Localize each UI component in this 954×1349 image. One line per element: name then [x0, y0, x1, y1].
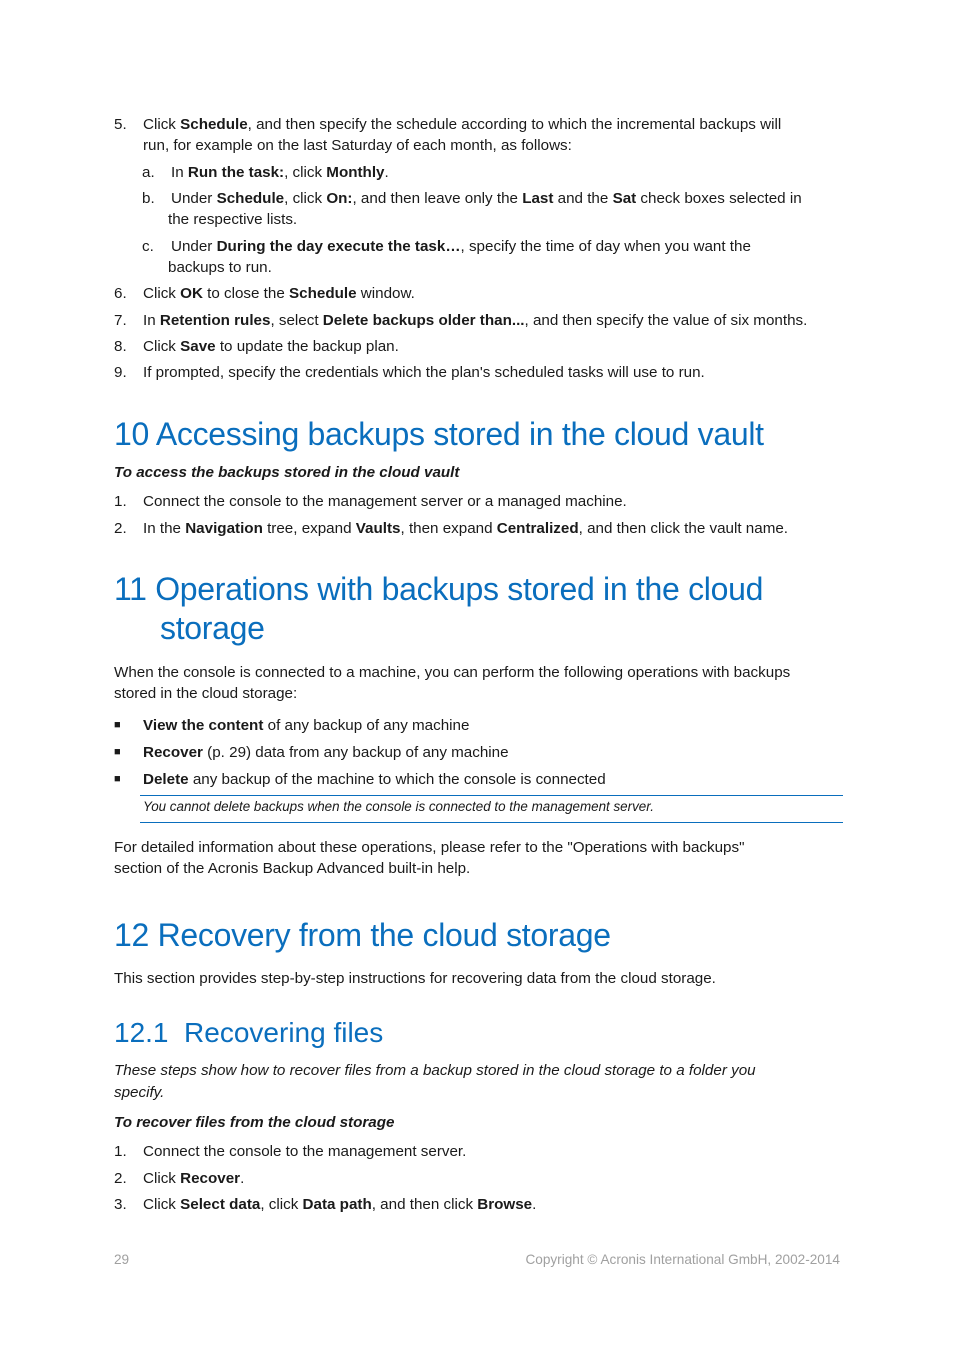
- step-text: Connect the console to the management server or a managed machine.: [143, 493, 627, 510]
- step-text: Click Recover.: [143, 1170, 245, 1187]
- step-text: Click Save to update the backup plan.: [143, 338, 399, 355]
- procedure-title: To access the backups stored in the cloud vault: [114, 464, 460, 481]
- note-box: [140, 795, 843, 823]
- step-text: Connect the console to the management server.: [143, 1143, 467, 1160]
- step-number: 1.: [114, 493, 127, 510]
- step-text: Click OK to close the Schedule window.: [143, 285, 415, 302]
- square-bullet-icon: ■: [114, 746, 121, 758]
- s12-1-intro-cont: specify.: [114, 1084, 165, 1101]
- step-number: 5.: [114, 116, 127, 133]
- step-number: 9.: [114, 364, 127, 381]
- procedure-title: To recover files from the cloud storage: [114, 1114, 395, 1131]
- step-number: 2.: [114, 1170, 127, 1187]
- section-12-1-heading: 12.1 Recovering files: [114, 1017, 384, 1048]
- note-text: You cannot delete backups when the console is connected to the management server.: [143, 799, 654, 814]
- step-text: In Retention rules, select Delete backups older than..., and then specify the value of six months.: [143, 312, 808, 329]
- s11-outro-cont: section of the Acronis Backup Advanced built-in help.: [114, 860, 471, 877]
- s12-intro: This section provides step-by-step instructions for recovering data from the cloud storage.: [114, 970, 716, 987]
- page-number: 29: [114, 1252, 130, 1267]
- step-text: Click Schedule, and then specify the schedule according to which the incremental backups will: [143, 116, 782, 133]
- step-number: 7.: [114, 312, 127, 329]
- substep-text: In Run the task:, click Monthly.: [171, 164, 389, 181]
- s11-intro: When the console is connected to a machine, you can perform the following operations with backups: [114, 664, 791, 681]
- s11-intro-cont: stored in the cloud storage:: [114, 685, 298, 702]
- square-bullet-icon: ■: [114, 719, 121, 731]
- section-11-heading: 11 Operations with backups stored in the cloud: [114, 571, 764, 607]
- step-number: 2.: [114, 520, 127, 537]
- substep-letter: a.: [142, 164, 155, 181]
- s11-outro: For detailed information about these operations, please refer to the "Operations with backups": [114, 839, 745, 856]
- s12-1-intro: These steps show how to recover files from a backup stored in the cloud storage to a folder you: [114, 1062, 756, 1079]
- copyright-text: Copyright © Acronis International GmbH, 2002-2014: [525, 1252, 840, 1267]
- step-text: If prompted, specify the credentials which the plan's scheduled tasks will use to run.: [143, 364, 705, 381]
- substep-letter: b.: [142, 190, 155, 207]
- substep-text: Under During the day execute the task…, specify the time of day when you want the: [171, 238, 751, 255]
- substep-text: Under Schedule, click On:, and then leave only the Last and the Sat check boxes selected in: [171, 190, 802, 207]
- section-10-heading: 10 Accessing backups stored in the cloud vault: [114, 416, 764, 452]
- step-text: Click Select data, click Data path, and then click Browse.: [143, 1196, 537, 1213]
- step-number: 6.: [114, 285, 127, 302]
- section-11-heading-cont: storage: [160, 610, 265, 646]
- step-text: In the Navigation tree, expand Vaults, then expand Centralized, and then click the vault name.: [143, 520, 789, 537]
- substep-letter: c.: [142, 238, 154, 255]
- step-number: 3.: [114, 1196, 127, 1213]
- step-number: 8.: [114, 338, 127, 355]
- section-12-heading: 12 Recovery from the cloud storage: [114, 917, 611, 953]
- step-number: 1.: [114, 1143, 127, 1160]
- square-bullet-icon: ■: [114, 773, 121, 785]
